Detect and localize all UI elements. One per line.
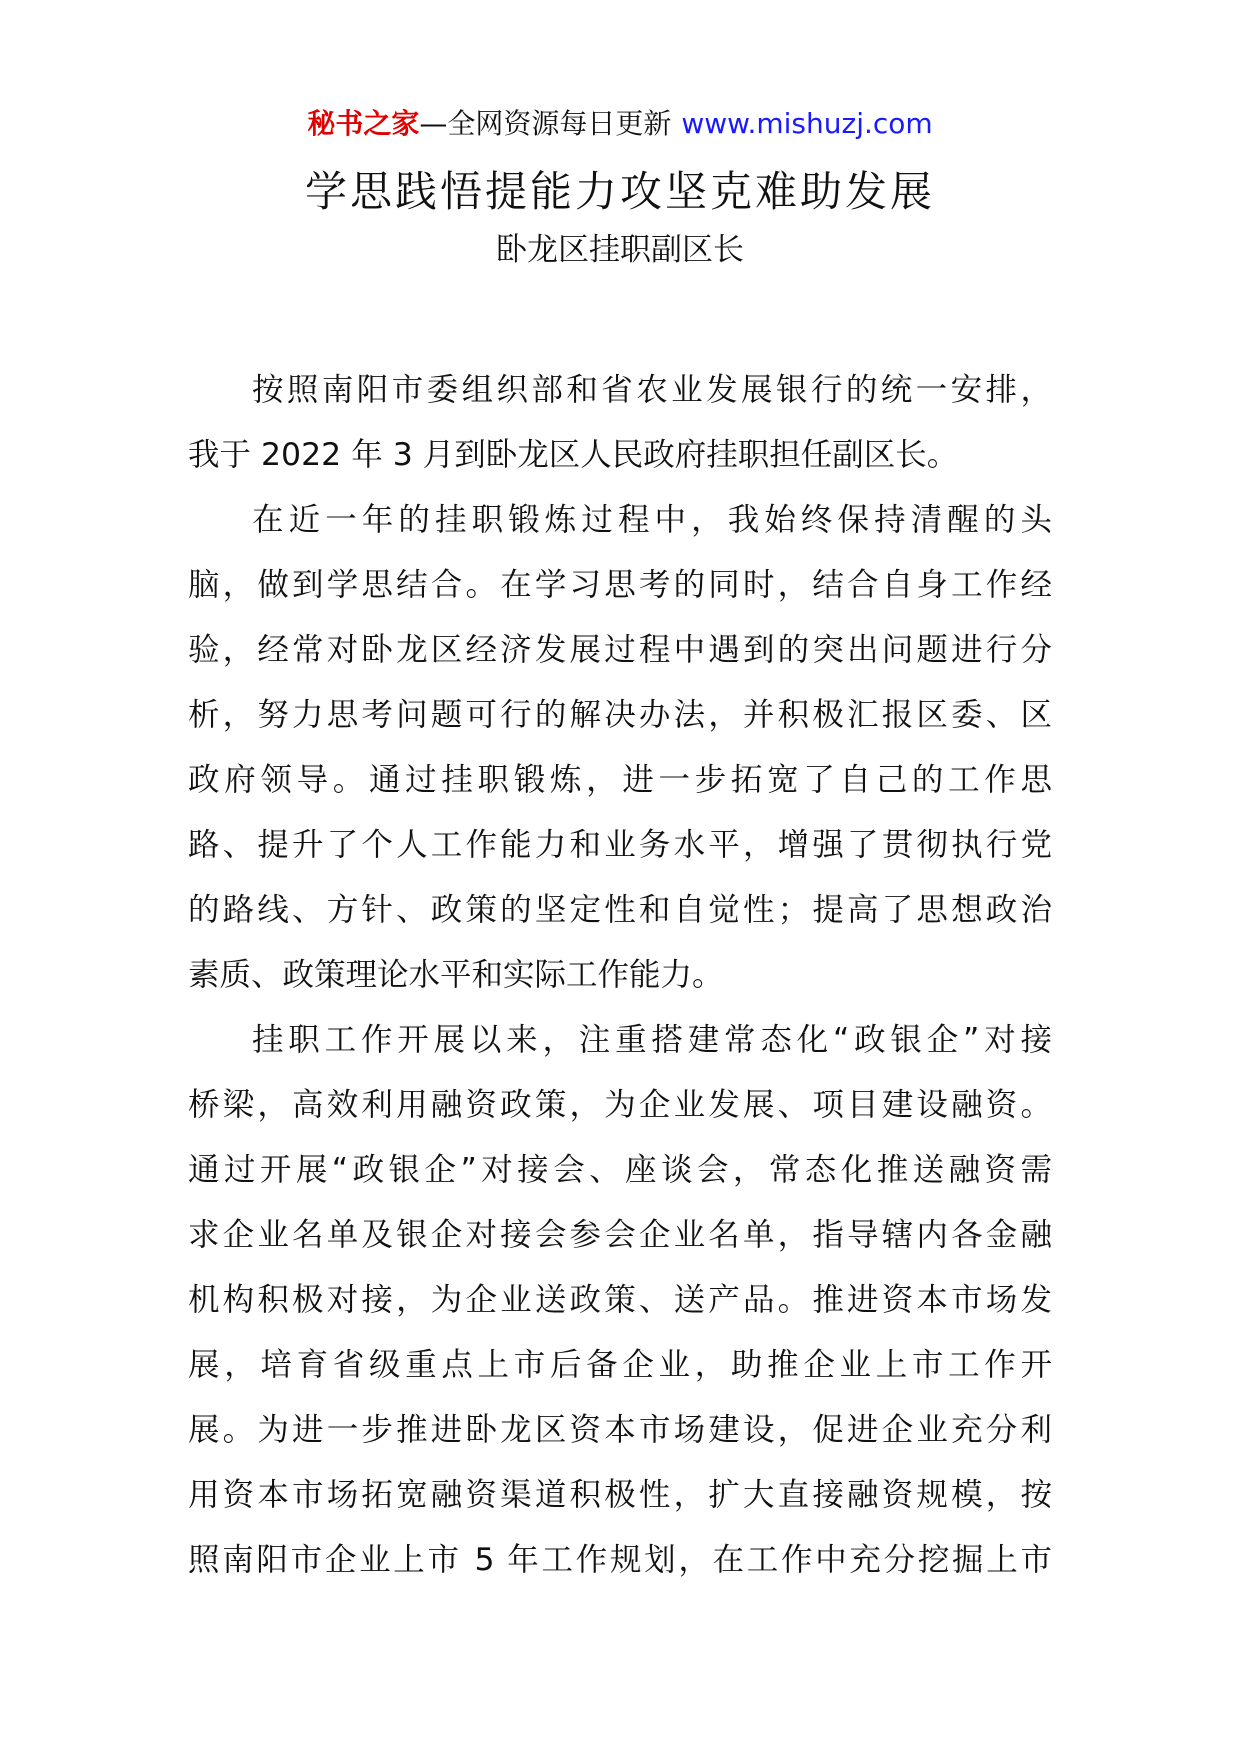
paragraph-line: 的路线、方针、政策的坚定性和自觉性；提高了思想政治 bbox=[188, 892, 1052, 928]
paragraph-1 bbox=[188, 358, 1052, 488]
paragraph-line: 在近一年的挂职锻炼过程中，我始终保持清醒的头 bbox=[252, 502, 1052, 538]
paragraph-line: 机构积极对接，为企业送政策、送产品。推进资本市场发 bbox=[188, 1282, 1052, 1318]
brand-url-link[interactable]: www.mishuzj.com bbox=[681, 107, 933, 140]
paragraph-line: 析，努力思考问题可行的解决办法，并积极汇报区委、区 bbox=[188, 697, 1052, 733]
paragraph-line: 通过开展“政银企”对接会、座谈会，常态化推送融资需 bbox=[188, 1152, 1052, 1188]
paragraph-line: 用资本市场拓宽融资渠道积极性，扩大直接融资规模，按 bbox=[188, 1477, 1052, 1513]
document-author: 卧龙区挂职副区长 bbox=[496, 232, 744, 268]
paragraph-line: 展。为进一步推进卧龙区资本市场建设，促进企业充分利 bbox=[188, 1412, 1052, 1448]
document-body bbox=[188, 358, 1052, 1593]
document-title: 学思践悟提能力攻坚克难助发展 bbox=[304, 167, 935, 216]
paragraph-line: 求企业名单及银企对接会参会企业名单，指导辖内各金融 bbox=[188, 1217, 1052, 1253]
paragraph-line: 按照南阳市委组织部和省农业发展银行的统一安排， bbox=[252, 372, 1052, 408]
watermark-header bbox=[0, 104, 1240, 144]
paragraph-line: 素质、政策理论水平和实际工作能力。 bbox=[188, 957, 724, 993]
brand-tagline: —全网资源每日更新 bbox=[419, 107, 672, 140]
paragraph-line: 桥梁，高效利用融资政策，为企业发展、项目建设融资。 bbox=[188, 1087, 1052, 1123]
paragraph-line: 我于 2022 年 3 月到卧龙区人民政府挂职担任副区长。 bbox=[188, 437, 959, 473]
paragraph-line: 展，培育省级重点上市后备企业，助推企业上市工作开 bbox=[188, 1347, 1052, 1383]
paragraph-line: 政府领导。通过挂职锻炼，进一步拓宽了自己的工作思 bbox=[188, 762, 1052, 798]
paragraph-line: 照南阳市企业上市 5 年工作规划，在工作中充分挖掘上市 bbox=[188, 1542, 1052, 1578]
paragraph-3 bbox=[188, 1008, 1052, 1593]
paragraph-line: 挂职工作开展以来，注重搭建常态化“政银企”对接 bbox=[252, 1022, 1052, 1058]
paragraph-line: 脑，做到学思结合。在学习思考的同时，结合自身工作经 bbox=[188, 567, 1052, 603]
paragraph-2 bbox=[188, 488, 1052, 1008]
paragraph-line: 验，经常对卧龙区经济发展过程中遇到的突出问题进行分 bbox=[188, 632, 1052, 668]
paragraph-line: 路、提升了个人工作能力和业务水平，增强了贯彻执行党 bbox=[188, 827, 1052, 863]
brand-name: 秘书之家 bbox=[307, 107, 420, 140]
